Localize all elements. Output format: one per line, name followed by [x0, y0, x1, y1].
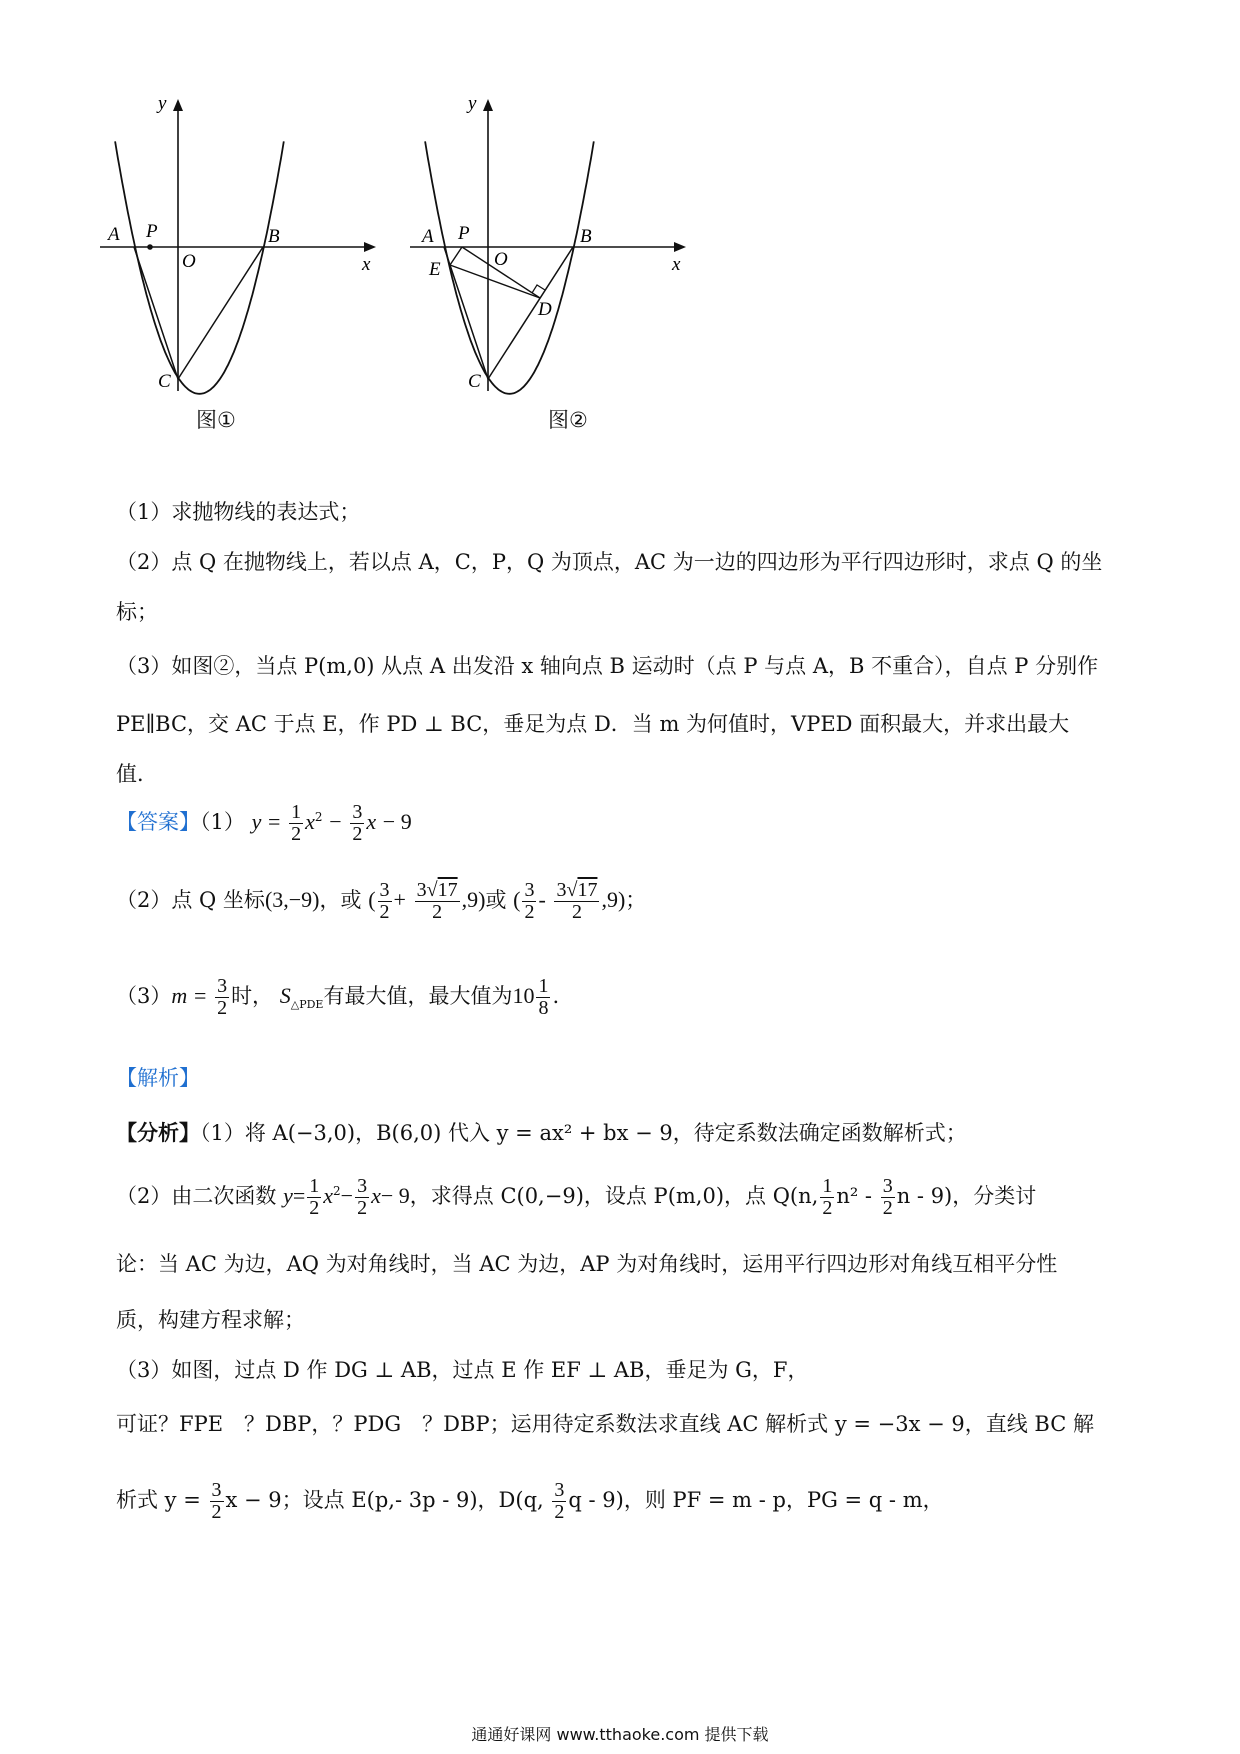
analysis-part-3-line-2: 可证？FPE ？DBP，？PDG ？DBP；运用待定系数法求直线 AC 解析式 y = −3x − 9，直线 BC 解 [116, 1412, 1094, 1436]
svg-text:P: P [458, 223, 470, 244]
svg-text:P: P [146, 221, 158, 242]
svg-text:B: B [580, 226, 592, 247]
svg-text:y: y [158, 95, 167, 114]
svg-text:D: D [538, 299, 552, 320]
figure-2-caption: 图② [548, 408, 588, 432]
analysis-tag: 【解析】 [116, 1066, 200, 1090]
svg-text:E: E [429, 259, 441, 280]
svg-text:O: O [182, 251, 196, 272]
answer-3: （3）m = $\frac{3}{2}$ 时， $S_{\triangle PDE}$有最大值，最大值为10 $\frac{1}{8}$ . [116, 975, 560, 1019]
figure-1 [100, 95, 400, 415]
svg-text:B: B [268, 226, 280, 247]
question-1: （1）求抛物线的表达式； [116, 500, 361, 524]
answer-2: （2）点 Q 坐标(3,−9)，或 ( $\frac{3}{2}$ + $\frac{3√17}{2}$ ,9)或 ( $\frac{3}{2}$ - $\frac{3√17}{2}$ ,9)； [116, 879, 647, 923]
svg-text:x: x [362, 254, 371, 275]
svg-text:x: x [672, 254, 681, 275]
svg-text:A: A [108, 224, 120, 245]
question-3-line-3: 值． [116, 762, 158, 786]
question-3-line-2: PE∥BC，交 AC 于点 E，作 PD ⊥ BC，垂足为点 D．当 m 为何值时，VPED 面积最大，并求出最大 [116, 712, 1070, 736]
analysis-part-2-line-1: （2）由二次函数 y= $\frac{1}{2}$ $x^2-$ $\frac{3}{2}$ x− 9，求得点 C(0,−9)，设点 P(m,0)，点 Q(n, $\frac{1}{2}$ n² - $\frac{3}{2}$ n - 9)，分类讨 [116, 1175, 1037, 1219]
figure-2 [410, 95, 710, 415]
question-2-line-2: 标； [116, 600, 158, 624]
analysis-part-2-line-2: 论：当 AC 为边，AQ 为对角线时，当 AC 为边，AP 为对角线时，运用平行四边形对角线互相平分性 [116, 1252, 1058, 1276]
analysis-part-2-line-3: 质，构建方程求解； [116, 1308, 305, 1332]
svg-text:O: O [494, 249, 508, 270]
answer-1: 【答案】（1） y = $\frac{1}{2}$ $x^2$ − $\frac{3}{2}$ x − 9 [116, 801, 412, 845]
analysis-part-1: 【分析】（1）将 A(−3,0)，B(6,0) 代入 y = ax² + bx − 9，待定系数法确定函数解析式； [116, 1120, 967, 1145]
svg-text:C: C [158, 371, 171, 392]
question-2-line-1: （2）点 Q 在抛物线上，若以点 A，C，P，Q 为顶点，AC 为一边的四边形为平行四边形时，求点 Q 的坐 [116, 550, 1103, 574]
question-3-line-1: （3）如图②，当点 P(m,0) 从点 A 出发沿 x 轴向点 B 运动时（点 P 与点 A，B 不重合），自点 P 分别作 [116, 654, 1099, 678]
svg-text:A: A [422, 226, 434, 247]
svg-text:C: C [468, 371, 481, 392]
figure-1-caption: 图① [196, 408, 236, 432]
footer-watermark: 通通好课网 www.tthaoke.com 提供下载 [471, 1725, 769, 1744]
svg-text:y: y [468, 95, 477, 114]
analysis-part-3-line-1: （3）如图，过点 D 作 DG ⊥ AB，过点 E 作 EF ⊥ AB，垂足为 G，F， [116, 1358, 809, 1382]
analysis-part-3-line-3: 析式 y = $\frac{3}{2}$ x − 9；设点 E(p,- 3p - 9)，D(q, $\frac{3}{2}$ q - 9)，则 PF = m - p，PG = q - m， [116, 1479, 944, 1523]
answer-tag: 【答案】 [116, 810, 200, 834]
